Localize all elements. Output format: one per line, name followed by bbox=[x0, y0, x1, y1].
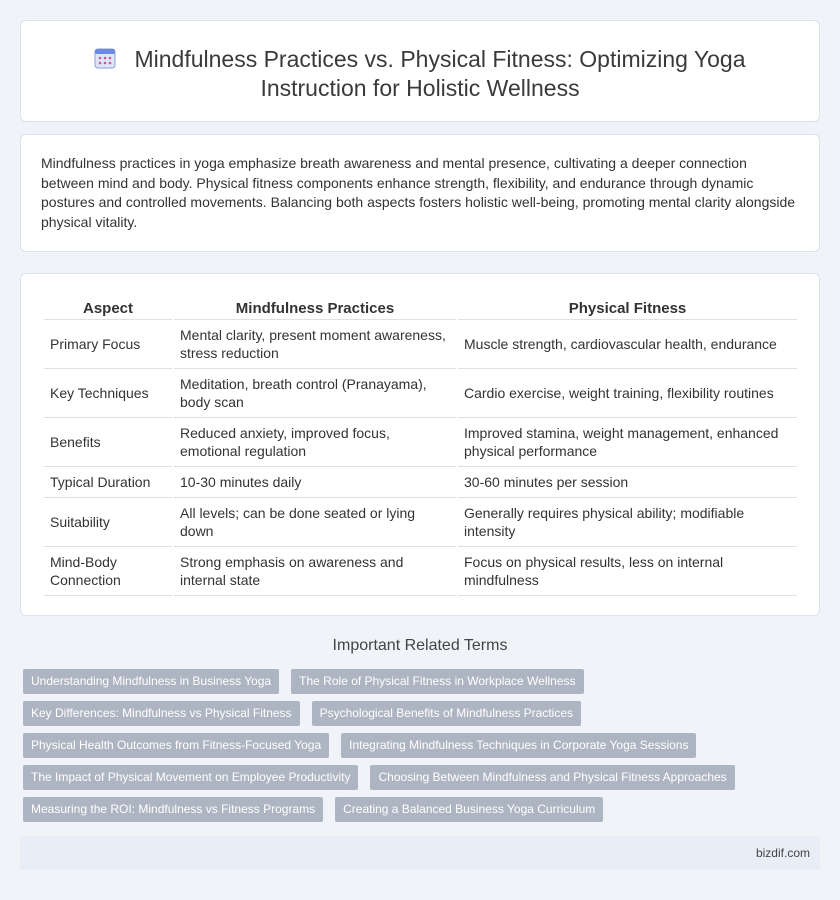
table-row bbox=[44, 320, 797, 369]
table-cell: 10-30 minutes daily bbox=[174, 467, 456, 498]
related-term-tag[interactable]: Key Differences: Mindfulness vs Physical Fitness bbox=[23, 701, 300, 726]
related-term-tag[interactable]: Choosing Between Mindfulness and Physical Fitness Approaches bbox=[370, 765, 734, 790]
table-row bbox=[44, 547, 797, 596]
table-cell: Mental clarity, present moment awareness, stress reduction bbox=[174, 320, 456, 369]
table-cell: Improved stamina, weight management, enhanced physical performance bbox=[458, 418, 797, 467]
title-text: Mindfulness Practices vs. Physical Fitness: Optimizing Yoga Instruction for Holistic Wellness bbox=[134, 46, 746, 101]
calendar-icon bbox=[94, 47, 116, 69]
header-card bbox=[20, 20, 820, 122]
related-term-tag[interactable]: The Role of Physical Fitness in Workplace Wellness bbox=[291, 669, 583, 694]
table-cell: Benefits bbox=[44, 418, 172, 467]
footer bbox=[20, 836, 820, 870]
table-cell: 30-60 minutes per session bbox=[458, 467, 797, 498]
column-header-fitness: Physical Fitness bbox=[458, 296, 797, 320]
table-cell: Muscle strength, cardiovascular health, endurance bbox=[458, 320, 797, 369]
related-term-tag[interactable]: Creating a Balanced Business Yoga Curriculum bbox=[335, 797, 603, 822]
comparison-table-card bbox=[20, 273, 820, 616]
table-row bbox=[44, 467, 797, 498]
table-cell: Reduced anxiety, improved focus, emotional regulation bbox=[174, 418, 456, 467]
footer-site-link[interactable]: bizdif.com bbox=[755, 846, 810, 860]
page-title bbox=[81, 45, 759, 103]
table-cell: Primary Focus bbox=[44, 320, 172, 369]
comparison-table bbox=[42, 296, 799, 596]
related-term-tag[interactable]: Understanding Mindfulness in Business Yoga bbox=[23, 669, 279, 694]
table-cell: All levels; can be done seated or lying down bbox=[174, 498, 456, 547]
related-term-tag[interactable]: Measuring the ROI: Mindfulness vs Fitness Programs bbox=[23, 797, 323, 822]
related-term-tag[interactable]: The Impact of Physical Movement on Employee Productivity bbox=[23, 765, 358, 790]
intro-card bbox=[20, 134, 820, 252]
related-term-tag[interactable]: Psychological Benefits of Mindfulness Practices bbox=[312, 701, 581, 726]
related-term-tag[interactable]: Physical Health Outcomes from Fitness-Focused Yoga bbox=[23, 733, 329, 758]
table-header-row bbox=[44, 296, 797, 320]
table-cell: Suitability bbox=[44, 498, 172, 547]
column-header-mindfulness: Mindfulness Practices bbox=[174, 296, 456, 320]
table-cell: Strong emphasis on awareness and internal state bbox=[174, 547, 456, 596]
table-row bbox=[44, 369, 797, 418]
related-terms-heading: Important Related Terms bbox=[332, 637, 508, 654]
table-row bbox=[44, 498, 797, 547]
related-terms-list bbox=[23, 669, 803, 829]
table-cell: Mind-Body Connection bbox=[44, 547, 172, 596]
table-cell: Generally requires physical ability; modifiable intensity bbox=[458, 498, 797, 547]
column-header-aspect: Aspect bbox=[44, 296, 172, 320]
table-cell: Cardio exercise, weight training, flexibility routines bbox=[458, 369, 797, 418]
table-row bbox=[44, 418, 797, 467]
related-term-tag[interactable]: Integrating Mindfulness Techniques in Corporate Yoga Sessions bbox=[341, 733, 696, 758]
table-cell: Typical Duration bbox=[44, 467, 172, 498]
intro-paragraph: Mindfulness practices in yoga emphasize breath awareness and mental presence, cultivating a deeper connection between mind and body. Physical fitness components enhance strength, flexibility, and endurance through dynamic postures and controlled movements. Balancing both aspects fosters holistic well-being, promoting mental clarity alongside physical vitality. bbox=[41, 155, 796, 230]
title-wrap bbox=[21, 45, 819, 103]
table-cell: Meditation, breath control (Pranayama), body scan bbox=[174, 369, 456, 418]
table-cell: Key Techniques bbox=[44, 369, 172, 418]
table-cell: Focus on physical results, less on internal mindfulness bbox=[458, 547, 797, 596]
